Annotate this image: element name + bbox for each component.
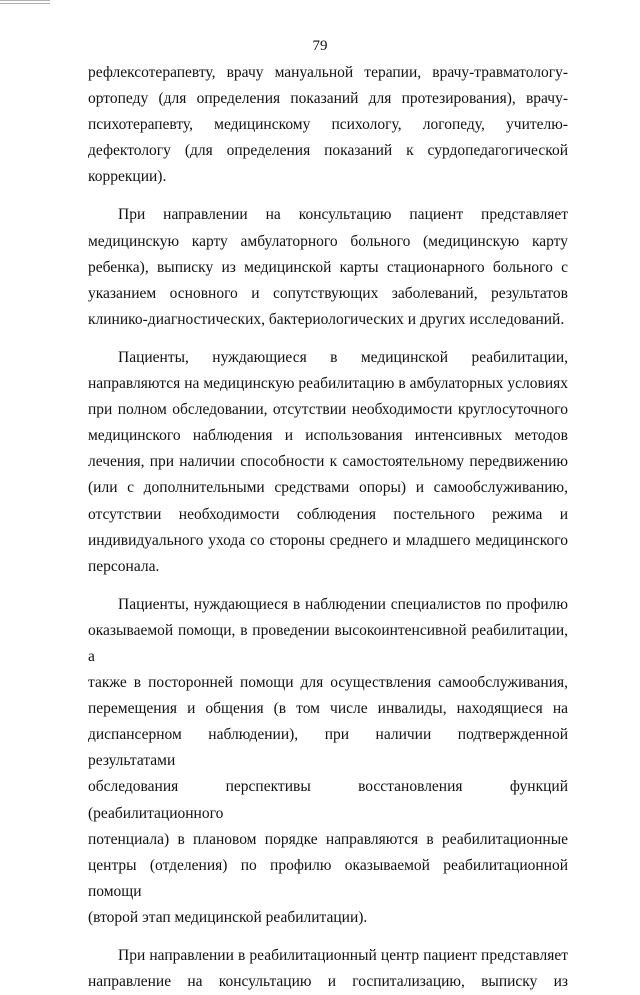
text-line: (второй этап медицинской реабилитации). <box>88 908 368 926</box>
text-line: центры (отделения) по профилю оказываемой реабилитационной помощи <box>88 856 568 900</box>
paragraph-1 <box>88 60 568 190</box>
text-line: дефектологу (для определения показаний к сурдопедагогической <box>88 142 568 160</box>
text-line: психотерапевту, медицинскому психологу, логопеду, учителю- <box>88 116 568 134</box>
paragraph-2 <box>88 202 568 332</box>
text-line: (или с дополнительными средствами опоры) и самообслуживанию, <box>88 479 568 497</box>
text-line: Пациенты, нуждающиеся в наблюдении специалистов по профилю <box>118 595 568 613</box>
text-line: рефлексотерапевту, врачу мануальной терапии, врачу-травматологу- <box>88 64 568 81</box>
text-line: персонала. <box>88 557 160 575</box>
document-body <box>88 60 568 995</box>
text-line: отсутствии необходимости соблюдения постельного режима и <box>88 505 568 523</box>
text-line: лечения, при наличии способности к самостоятельному передвижению <box>88 453 568 471</box>
text-line: направляются на медицинскую реабилитацию в амбулаторных условиях <box>88 375 568 393</box>
text-line: потенциала) в плановом порядке направляются в реабилитационные <box>88 830 568 848</box>
text-line: медицинского наблюдения и использования интенсивных методов <box>88 427 568 445</box>
paragraph-3 <box>88 345 568 580</box>
text-line: коррекции). <box>88 168 167 186</box>
text-line: диспансерном наблюдении), при наличии подтвержденной результатами <box>88 726 568 770</box>
text-line: при полном обследовании, отсутствии необходимости круглосуточного <box>88 401 568 419</box>
text-line: направление на консультацию и госпитализацию, выписку из <box>88 973 568 991</box>
text-line: Пациенты, нуждающиеся в медицинской реабилитации, <box>118 348 568 366</box>
text-line: клинико-диагностических, бактериологических и других исследований. <box>88 310 565 328</box>
text-line: медицинскую карту амбулаторного больного (медицинскую карту <box>88 232 568 250</box>
text-line: также в посторонней помощи для осуществления самообслуживания, <box>88 674 568 692</box>
page-number: 79 <box>312 38 328 54</box>
text-line: ребенка), выписку из медицинской карты стационарного больного с <box>88 258 568 276</box>
text-line: перемещения и общения (в том числе инвалиды, находящиеся на <box>88 700 568 718</box>
text-line: При направлении на консультацию пациент представляет <box>118 206 568 224</box>
text-line: При направлении в реабилитационный центр пациент представляет <box>118 947 568 964</box>
text-line: индивидуального ухода со стороны среднего и младшего медицинского <box>88 531 568 549</box>
text-line: обследования перспективы восстановления функций (реабилитационного <box>88 778 568 822</box>
text-line: указанием основного и сопутствующих заболеваний, результатов <box>88 284 568 302</box>
text-line: ортопеду (для определения показаний для протезирования), врачу- <box>88 90 568 108</box>
corner-rule <box>0 0 50 4</box>
paragraph-4 <box>88 592 568 931</box>
paragraph-5 <box>88 943 568 995</box>
text-line: оказываемой помощи, в проведении высокоинтенсивной реабилитации, а <box>88 621 568 665</box>
